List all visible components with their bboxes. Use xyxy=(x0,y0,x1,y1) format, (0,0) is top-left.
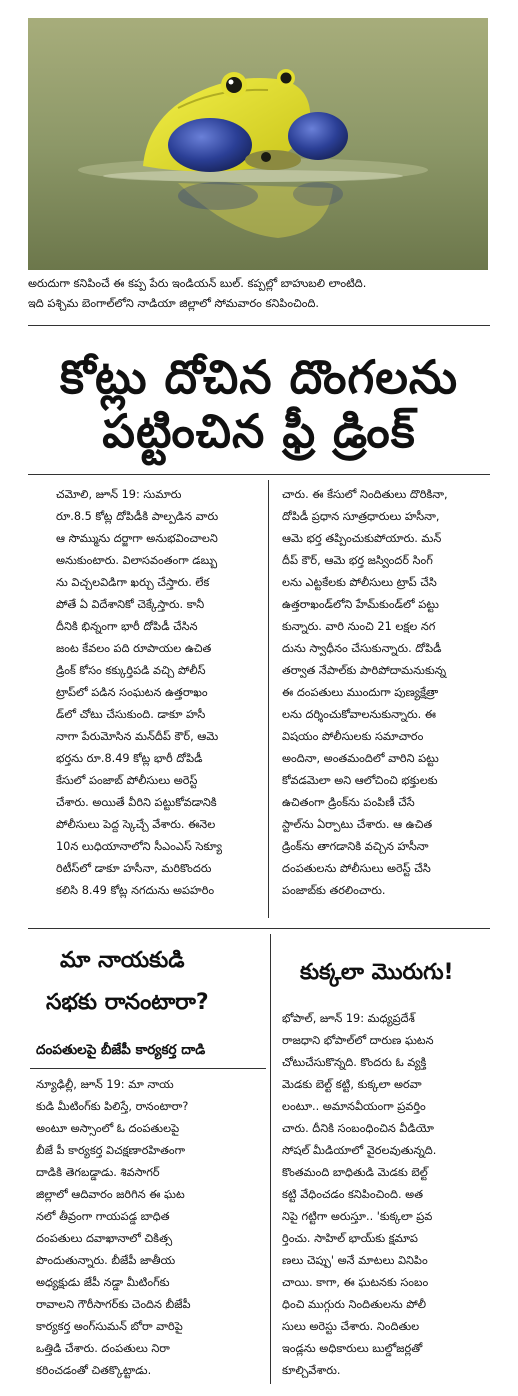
body-line: రాజధాని భోపాల్‌లో దారుణ ఘటన xyxy=(282,1034,434,1047)
story1-headline-line2: పట్టించిన ఫ్రీ డ్రింక్ xyxy=(102,404,416,458)
body-line: దాడికి తెగబడ్డాడు. శివసాగర్ xyxy=(36,1166,160,1179)
body-line: చోటుచేసుకొన్నది. కొందరు ఓ వ్యక్తి xyxy=(282,1056,427,1069)
body-line: పోలీసులు పెద్ద స్కెచ్చే వేశారు. ఈనెల xyxy=(56,818,216,831)
body-line: లను ఎట్టకేలకు పోలీసులు ట్రాప్ చేసి xyxy=(282,576,437,589)
story2-headline-line1: మా నాయకుడి xyxy=(60,948,185,973)
bullfrog-photo xyxy=(28,18,488,270)
body-line: కరించడంతో చితక్కొట్టాడు. xyxy=(36,1364,152,1377)
body-line: ఉత్తరాఖండ్‌లోని హేమ్‌కుండ్‌లో పట్టు xyxy=(282,598,439,611)
body-line: నలో తీవ్రంగా గాయపడ్డ బాధిత xyxy=(36,1210,170,1223)
body-line: కూల్చివేశారు. xyxy=(282,1364,341,1377)
body-line: ఆమె భర్త తప్పించుకుపోయారు. మన్ xyxy=(282,532,442,545)
body-line: డ్రింక్‌ను తాగడానికి వచ్చిన హసీనా xyxy=(282,840,429,853)
body-line: ఉచితంగా డ్రింక్‌ను పంపిణీ చేసే xyxy=(282,796,415,809)
body-line: న్యూఢిల్లీ, జూన్ 19: మా నాయ xyxy=(36,1078,174,1091)
caption-line: ఇది పశ్చిమ బెంగాల్‌లోని నాడియా జిల్లాలో సోమవారం కనిపించింది. xyxy=(28,297,320,310)
divider xyxy=(28,474,490,475)
story2-kicker: దంపతులపై బీజేపీ కార్యకర్త దాడి xyxy=(36,1042,206,1058)
divider xyxy=(28,928,490,929)
column-divider xyxy=(268,480,269,918)
body-line: కుడి మీటింగ్‌కు పిలిస్తే, రానంటారా? xyxy=(36,1100,189,1113)
body-line: భర్తను రూ.8.49 కోట్ల భారీ దోపిడీ xyxy=(56,752,203,765)
body-line: డ్‌లో చోటు చేసుకుంది. డాకూ హసీ xyxy=(56,708,206,721)
body-line: రిటీస్‌లో డాకూ హసీనా, మరికొందరు xyxy=(56,862,212,875)
body-line: నిపై గట్టిగా అరుస్తూ.. 'కుక్కలా ప్రవ xyxy=(282,1210,433,1223)
body-line: పంజాబ్‌కు తరలించారు. xyxy=(282,884,386,897)
body-line: 10న లుధియానాలోని సీఎంఎస్ సెక్యూ xyxy=(56,840,222,853)
body-line: ఇండ్లను అధికారులు బుల్డోజర్లతో xyxy=(282,1342,423,1355)
body-line: విషయం పోలీసులకు సమాచారం xyxy=(282,730,424,743)
body-line: స్టాల్‌ను ఏర్పాటు చేశారు. ఆ ఉచిత xyxy=(282,818,433,831)
body-line: అందినా, అంతమందిలో వారిని పట్టు xyxy=(282,752,439,765)
body-line: సులు అరెస్టు చేశారు. నిందితుల xyxy=(282,1320,420,1333)
body-line: జిల్లాలో ఆదివారం జరిగిన ఈ ఘట xyxy=(36,1188,185,1201)
body-line: ట్రాప్‌లో పడిన సంఘటన ఉత్తరాఖం xyxy=(56,686,208,699)
story1-headline-line1: కోట్లు దోచిన దొంగలను xyxy=(59,350,459,404)
body-line: ఈ దంపతులు ముందుగా పుణ్యక్షేత్రా xyxy=(282,686,439,699)
body-line: లంటూ.. అమానవీయంగా ప్రవర్తిం xyxy=(282,1100,426,1113)
body-line: ను విచ్చలవిడిగా ఖర్చు చేస్తారు. లేక xyxy=(56,576,210,589)
body-line: చారు. దీనికి సంబంధించిన వీడియో xyxy=(282,1122,434,1135)
body-line: కట్టి వేధించడం కనిపించింది. అత xyxy=(282,1188,423,1201)
body-line: చమోలి, జూన్ 19: సుమారు xyxy=(56,488,182,501)
body-line: లను దర్శించుకోవాలనుకున్నారు. ఈ xyxy=(282,708,437,721)
body-line: భోపాల్, జూన్ 19: మధ్యప్రదేశ్ xyxy=(282,1012,415,1025)
story1-body-left xyxy=(56,484,258,902)
body-line: చేశారు. అయితే వీరిని పట్టుకోవడానికి xyxy=(56,796,217,809)
body-line: రూ.8.5 కోట్ల దోపిడీకి పాల్పడిన వారు xyxy=(56,510,219,523)
body-line: జంట కేవలం పది రూపాయల ఉచిత xyxy=(56,642,212,655)
body-line: దును స్వాధీనం చేసుకున్నారు. దోపిడీ xyxy=(282,642,442,655)
story1-body-right xyxy=(282,484,492,902)
body-line: కొంతమంది బాధితుడి మెడకు బెల్ట్ xyxy=(282,1166,428,1179)
body-line: కార్యకర్త అంగ్‌సుమన్ బోరా వారిపై xyxy=(36,1320,183,1333)
body-line: రావాలని గౌరీసాగర్‌కు చెందిన బీజేపీ xyxy=(36,1298,191,1311)
caption-line: అరుదుగా కనిపించే ఈ కప్ప పేరు ఇండియన్ బుల్. కప్పల్లో బాహుబలి లాంటిది. xyxy=(28,277,367,290)
body-line: కేసులో పంజాబ్ పోలీసులు అరెస్ట్ xyxy=(56,774,198,787)
body-line: కోవడమెలా అని ఆలోచించి భక్తులకు xyxy=(282,774,438,787)
divider xyxy=(30,1068,266,1069)
body-line: ణలు చెప్పు' అనే మాటలు వినిపిం xyxy=(282,1254,428,1267)
story3-body xyxy=(282,1008,492,1382)
story2-body xyxy=(36,1074,262,1382)
body-line: సోషల్ మీడియాలో వైరలవుతున్నది. xyxy=(282,1144,437,1157)
photo-caption xyxy=(28,274,490,314)
body-line: దంపతులను పోలీసులు అరెస్ట్ చేసి xyxy=(282,862,431,875)
body-line: డ్రింక్ కోసం కక్కుర్తిపడి వచ్చి పోలీస్ xyxy=(56,664,206,677)
body-line: పొందుతున్నారు. బీజేపీ జాతీయ xyxy=(36,1254,176,1267)
body-line: బీజే పీ కార్యకర్త విచక్షణారహితంగా xyxy=(36,1144,186,1157)
body-line: తర్వాత నేపాల్‌కు పారిపోదామనుకున్న xyxy=(282,664,447,677)
body-line: అనుకుంటారు. విలాసవంతంగా డబ్బు xyxy=(56,554,218,567)
body-line: దోపిడీ ప్రధాన సూత్రధారులు హసీనా, xyxy=(282,510,440,523)
body-line: చాయి. కాగా, ఈ ఘటనకు సంబం xyxy=(282,1276,429,1289)
body-line: దీప్ కౌర్, ఆమె భర్త జస్విందర్ సింగ్ xyxy=(282,554,433,567)
story2-headline-line2: సభకు రానంటారా? xyxy=(46,990,209,1015)
body-line: ఆ సొమ్మును దర్జాగా అనుభవించాలని xyxy=(56,532,218,545)
body-line: అధ్యక్షుడు జేపీ నడ్డా మీటింగ్‌కు xyxy=(36,1276,170,1289)
body-line: ధించి ముగ్గురు నిందితులను పోలీ xyxy=(282,1298,427,1311)
story3-headline: కుక్కలా మొరుగు! xyxy=(300,960,454,985)
body-line: చారు. ఈ కేసులో నిందితులు దొరికినా, xyxy=(282,488,448,501)
body-line: అంటూ అస్సాంలో ఓ దంపతులపై xyxy=(36,1122,180,1135)
body-line: ఒత్తిడి చేశారు. దంపతులు నిరా xyxy=(36,1342,170,1355)
body-line: కున్నారు. వారి నుంచి 21 లక్షల నగ xyxy=(282,620,436,633)
body-line: పోతే ఏ విదేశానికో చెక్కేస్తారు. కానీ xyxy=(56,598,205,611)
body-line: ర్తించు. సాహిల్ భాయ్‌కు క్షమాప xyxy=(282,1232,418,1245)
body-line: నాగా పేరుమోసిన మన్‌దీప్ కౌర్, ఆమె xyxy=(56,730,219,743)
column-divider xyxy=(270,934,271,1384)
body-line: దంపతులు దవాఖానాలో చికిత్స xyxy=(36,1232,173,1245)
body-line: మెడకు బెల్ట్ కట్టి, కుక్కలా అరవా xyxy=(282,1078,422,1091)
divider xyxy=(28,325,490,326)
bullfrog-illustration xyxy=(28,18,488,270)
body-line: కలిసి 8.49 కోట్ల నగదును అపహరిం xyxy=(56,884,215,897)
body-line: దీనికి భిన్నంగా భారీ దోపిడీ చేసిన xyxy=(56,620,198,633)
